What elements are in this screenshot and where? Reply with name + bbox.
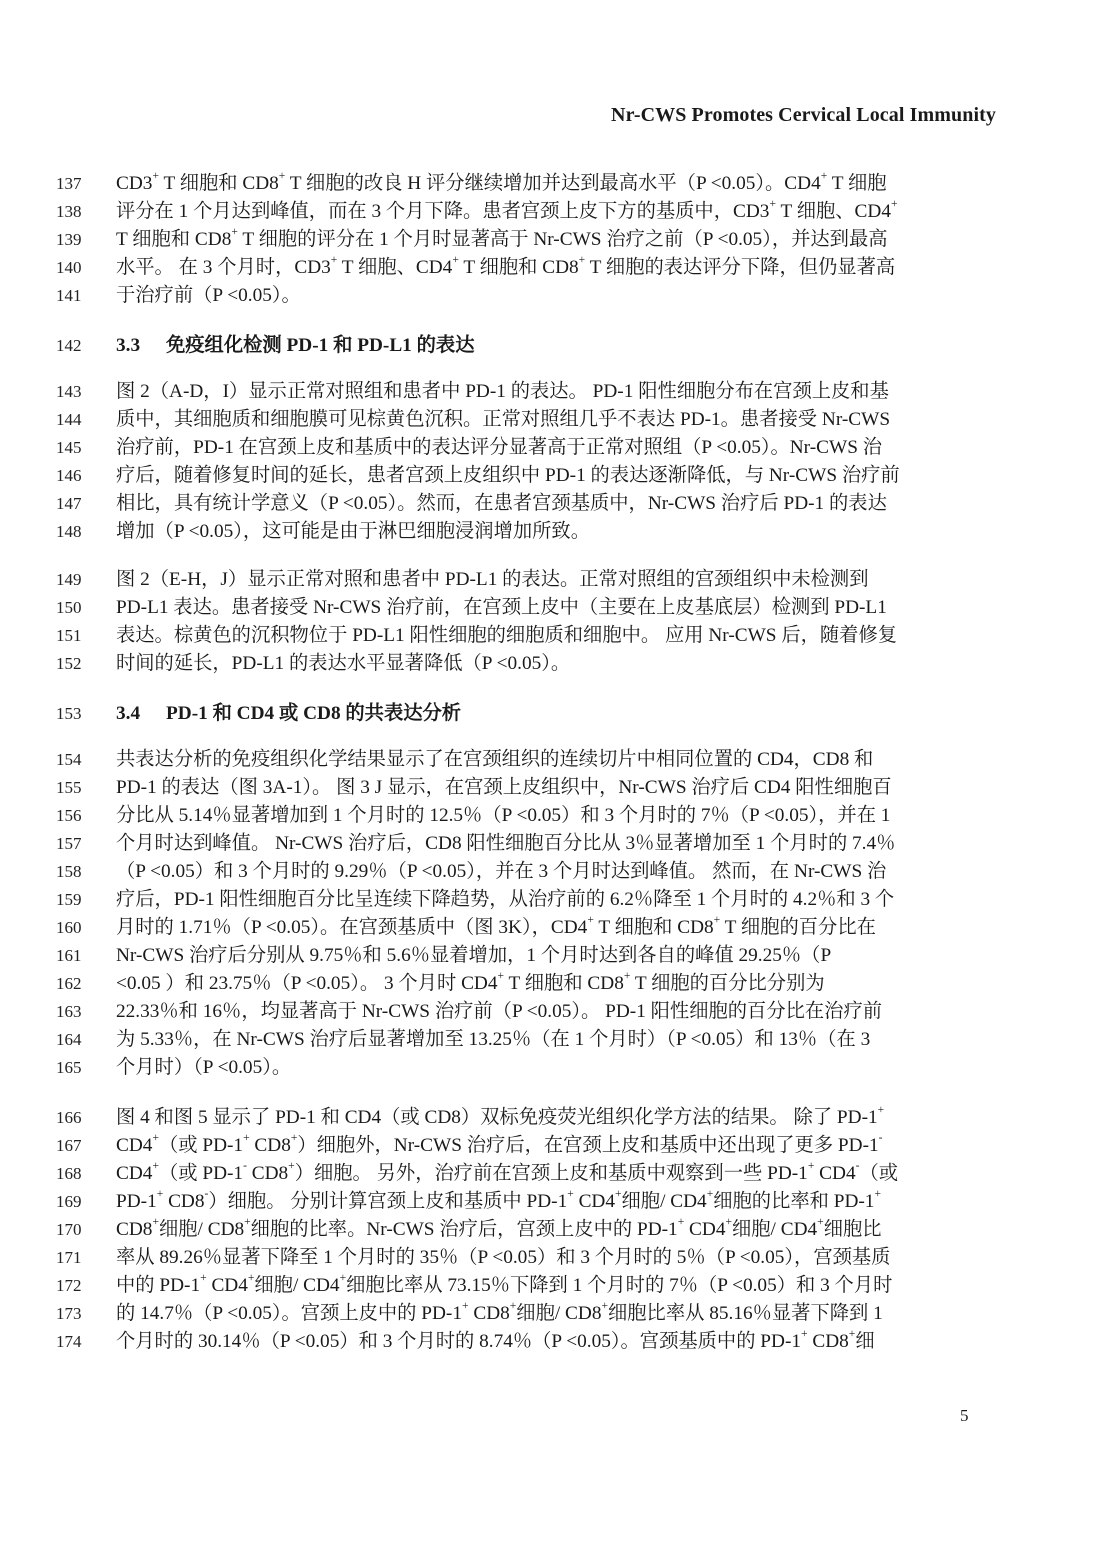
superscript: + [243,1131,250,1145]
text-segment: T 细胞和 CD8 [504,973,624,994]
line-number: 142 [56,336,82,355]
superscript: - [243,1159,247,1173]
superscript: + [288,1159,295,1173]
text-segment: ）细胞。 另外，治疗前在宫颈上皮和基质中观察到一些 PD-1 [294,1163,808,1184]
text-segment: T 细胞和 CD8 [158,173,279,194]
line-text [116,406,890,434]
line-text [116,886,894,914]
text-segment: T 细胞 [827,173,887,194]
text-segment: 细胞/ CD4 [254,1275,340,1296]
line-number: 165 [56,1058,82,1077]
line-text [116,802,890,830]
superscript: + [152,169,159,183]
superscript: + [497,969,505,983]
text-segment: 细 [855,1331,875,1352]
superscript: + [509,1299,517,1313]
line-number: 137 [56,174,82,193]
line-text [116,198,898,226]
superscript: + [278,169,286,183]
line-number: 141 [56,286,82,305]
text-segment: 增加（P <0.05），这可能是由于淋巴细胞浸润增加所致。 [116,521,590,542]
line-number: 160 [56,918,82,937]
page-number: 5 [960,1406,969,1425]
line-text [116,1300,883,1328]
line-text [116,226,888,254]
text-segment: 中的 PD-1 [116,1275,201,1296]
text-segment: PD-1 [116,1191,157,1212]
text-segment: CD4 [116,1135,153,1156]
line-number: 153 [56,704,82,723]
line-text [116,650,570,678]
text-segment: CD8 [116,1219,153,1240]
line-number: 163 [56,1002,82,1021]
text-segment: PD-1 的表达（图 3A-1）。 图 3 J 显示，在宫颈上皮组织中，Nr-CWS 治疗后 CD4 阳性细胞百 [116,777,892,798]
text-segment: T 细胞、CD4 [775,201,891,222]
superscript: + [769,197,776,211]
line-text [116,490,887,518]
line-number: 144 [56,410,82,429]
text-segment: ）细胞外，Nr-CWS 治疗后，在宫颈上皮和基质中还出现了更多 PD-1 [297,1135,879,1156]
text-segment: T 细胞和 CD8 [116,229,232,250]
text-segment: CD8 [249,1135,291,1156]
text-segment: 细胞比率从 85.16％显著下降到 1 [608,1303,883,1324]
text-segment: PD-L1 表达。患者接受 Nr-CWS 治疗前，在宫颈上皮中（主要在上皮基底层）检测到 PD-L1 [116,597,887,618]
line-number: 146 [56,466,82,485]
text-segment: 水平。 在 3 个月时，CD3 [116,257,331,278]
line-number: 168 [56,1164,82,1183]
superscript: + [587,913,594,927]
line-text [116,914,876,942]
line-number: 171 [56,1248,82,1267]
section-title: 免疫组化检测 PD-1 和 PD-L1 的表达 [166,335,475,356]
line-number: 143 [56,382,82,401]
line-number: 167 [56,1136,82,1155]
superscript: + [290,1131,298,1145]
text-segment: 细胞/ CD4 [621,1191,707,1212]
superscript: + [244,1215,251,1229]
line-number: 138 [56,202,82,221]
text-segment: T 细胞的评分在 1 个月时显著高于 Nr-CWS 治疗之前（P <0.05），并达到最高 [237,229,888,250]
superscript: + [578,253,586,267]
text-segment: 月时的 1.71％（P <0.05）。在宫颈基质中（图 3K），CD4 [116,917,588,938]
line-number: 164 [56,1030,82,1049]
text-segment: 疗后，随着修复时间的延长，患者宫颈上皮组织中 PD-1 的表达逐渐降低，与 Nr-CWS 治疗前 [116,465,900,486]
superscript: + [801,1327,808,1341]
superscript: + [890,197,898,211]
line-number: 158 [56,862,82,881]
superscript: + [339,1271,347,1285]
line-text [116,254,895,282]
line-number: 145 [56,438,82,457]
text-segment: （或 [859,1163,899,1184]
line-text [116,774,892,802]
superscript: + [820,169,828,183]
text-segment: 图 2（A-D，I）显示正常对照组和患者中 PD-1 的表达。 PD-1 阳性细胞分布在宫颈上皮和基 [116,381,889,402]
line-text [116,282,301,310]
text-segment: 时间的延长，PD-L1 的表达水平显著降低（P <0.05）。 [116,653,571,674]
line-text [116,1132,883,1160]
text-segment: 表达。棕黄色的沉积物位于 PD-L1 阳性细胞的细胞质和细胞中。 应用 Nr-CWS 后，随着修复 [116,625,898,646]
line-number: 157 [56,834,82,853]
text-segment: 图 4 和图 5 显示了 PD-1 和 CD4（或 CD8）双标免疫荧光组织化学方法的结果。 除了 PD-1 [116,1107,878,1128]
superscript: + [601,1299,608,1313]
running-title: Nr-CWS Promotes Cervical Local Immunity [611,104,996,126]
superscript: + [567,1187,574,1201]
line-number: 155 [56,778,82,797]
text-segment: 细胞的比率和 PD-1 [713,1191,875,1212]
text-segment: 图 2（E-H，J）显示正常对照和患者中 PD-L1 的表达。正常对照组的宫颈组织中未检测到 [116,569,869,590]
text-segment: 细胞/ CD8 [158,1219,245,1240]
line-text [116,942,831,970]
text-segment: 个月时）（P <0.05）。 [116,1057,292,1078]
line-text [116,998,882,1026]
section-number: 3.4 [116,703,141,724]
text-segment: 细胞比 [823,1219,882,1240]
line-text [116,594,887,622]
superscript: + [706,1187,714,1201]
text-segment: CD8 [807,1331,849,1352]
line-number: 170 [56,1220,82,1239]
superscript: + [677,1215,685,1229]
line-number: 172 [56,1276,82,1295]
superscript: + [725,1215,732,1229]
section-heading [116,332,474,360]
text-segment: T 细胞、CD4 [337,257,453,278]
line-number: 166 [56,1108,82,1127]
text-segment: CD8 [163,1191,205,1212]
text-segment: CD4 [206,1275,248,1296]
text-segment: 细胞比率从 73.15％下降到 1 个月时的 7％（P <0.05）和 3 个月时 [346,1275,893,1296]
line-text [116,1026,870,1054]
superscript: + [152,1159,159,1173]
text-segment: 于治疗前（P <0.05）。 [116,285,301,306]
text-segment: T 细胞和 CD8 [593,917,714,938]
line-number: 148 [56,522,82,541]
line-text [116,378,889,406]
text-segment: 细胞/ CD4 [732,1219,818,1240]
line-text [116,1244,890,1272]
line-text [116,1054,291,1082]
line-number: 156 [56,806,82,825]
text-segment: 疗后，PD-1 阳性细胞百分比呈连续下降趋势，从治疗前的 6.2％降至 1 个月时的 4.2％和 3 个 [116,889,895,910]
text-segment: CD4 [814,1163,856,1184]
text-segment: T 细胞的改良 H 评分继续增加并达到最高水平（P <0.05）。CD4 [285,173,821,194]
text-segment: 细胞的比率。Nr-CWS 治疗后，宫颈上皮中的 PD-1 [250,1219,678,1240]
superscript: + [461,1299,469,1313]
superscript: + [713,913,721,927]
text-segment: 细胞/ CD8 [516,1303,602,1324]
line-number: 140 [56,258,82,277]
superscript: + [152,1215,159,1229]
section-title: PD-1 和 CD4 或 CD8 的共表达分析 [166,703,462,724]
text-segment: T 细胞的百分比在 [720,917,876,938]
text-segment: Nr-CWS 治疗后分别从 9.75％和 5.6％显着增加，1 个月时达到各自的峰值 29.25％（P [116,945,832,966]
superscript: + [156,1187,164,1201]
text-segment: 的 14.7％（P <0.05）。宫颈上皮中的 PD-1 [116,1303,462,1324]
line-number: 151 [56,626,82,645]
text-segment: T 细胞和 CD8 [458,257,579,278]
line-text [116,1188,881,1216]
line-number: 174 [56,1332,82,1351]
text-segment: ）细胞。 分别计算宫颈上皮和基质中 PD-1 [208,1191,568,1212]
text-segment: 22.33％和 16％，均显著高于 Nr-CWS 治疗前（P <0.05）。 PD-1 阳性细胞的百分比在治疗前 [116,1001,883,1022]
text-segment: 质中，其细胞质和细胞膜可见棕黄色沉积。正常对照组几乎不表达 PD-1。患者接受 Nr-CWS [116,409,891,430]
superscript: + [330,253,338,267]
superscript: + [615,1187,622,1201]
text-segment: CD4 [684,1219,726,1240]
line-number: 139 [56,230,82,249]
line-text [116,1160,898,1188]
line-text [116,970,825,998]
text-segment: 共表达分析的免疫组织化学结果显示了在宫颈组织的连续切片中相同位置的 CD4，CD8 和 [116,749,874,770]
line-number: 173 [56,1304,82,1323]
superscript: + [152,1131,159,1145]
line-number: 147 [56,494,82,513]
line-number: 154 [56,750,82,769]
section-number: 3.3 [116,335,141,356]
superscript: - [855,1159,860,1173]
line-text [116,746,873,774]
line-text [116,462,900,490]
text-segment: 治疗前，PD-1 在宫颈上皮和基质中的表达评分显著高于正常对照组（P <0.05）。Nr-CWS 治 [116,437,883,458]
line-number: 150 [56,598,82,617]
text-segment: 个月时的 30.14％（P <0.05）和 3 个月时的 8.74％（P <0.05）。宫颈基质中的 PD-1 [116,1331,802,1352]
text-segment: CD8 [246,1163,289,1184]
text-segment: CD4 [573,1191,615,1212]
line-number: 152 [56,654,82,673]
line-text [116,1216,882,1244]
superscript: + [817,1215,824,1229]
text-segment: CD8 [468,1303,510,1324]
line-text [116,830,895,858]
line-text [116,622,897,650]
line-text [116,858,886,886]
text-segment: <0.05 ）和 23.75％（P <0.05）。 3 个月时 CD4 [116,973,498,994]
text-segment: T 细胞的百分比分别为 [630,973,825,994]
text-segment: T 细胞的表达评分下降，但仍显著高 [585,257,896,278]
line-number: 149 [56,570,82,589]
text-segment: 相比，具有统计学意义（P <0.05）。然而，在患者宫颈基质中，Nr-CWS 治疗后 PD-1 的表达 [116,493,887,514]
line-number: 161 [56,946,82,965]
line-number: 169 [56,1192,82,1211]
text-segment: 为 5.33％，在 Nr-CWS 治疗后显著增加至 13.25％（在 1 个月时）（P <0.05）和 13％（在 3 [116,1029,871,1050]
line-text [116,1328,875,1356]
line-text [116,170,887,198]
superscript: + [848,1327,856,1341]
text-segment: （或 PD-1 [158,1163,244,1184]
line-text [116,1272,892,1300]
text-segment: 率从 89.26％显著下降至 1 个月时的 35％（P <0.05）和 3 个月时的 5％（P <0.05），宫颈基质 [116,1247,891,1268]
superscript: + [807,1159,815,1173]
superscript: + [231,225,238,239]
line-text [116,566,869,594]
line-number: 159 [56,890,82,909]
text-segment: CD3 [116,173,153,194]
superscript: + [452,253,459,267]
text-segment: 个月时达到峰值。 Nr-CWS 治疗后，CD8 阳性细胞百分比从 3％显著增加至 1 个月时的 7.4％ [116,833,896,854]
text-segment: （P <0.05）和 3 个月时的 9.29％（P <0.05），并在 3 个月时达到峰值。 然而，在 Nr-CWS 治 [116,861,887,882]
superscript: + [874,1187,881,1201]
text-segment: CD4 [116,1163,153,1184]
text-segment: 分比从 5.14％显著增加到 1 个月时的 12.5％（P <0.05）和 3 个月时的 7％（P <0.05），并在 1 [116,805,891,826]
line-number: 162 [56,974,82,993]
section-heading [116,700,461,728]
superscript: - [878,1131,883,1145]
line-text [116,1104,884,1132]
superscript: + [247,1271,255,1285]
text-segment: （或 PD-1 [158,1135,244,1156]
line-text [116,434,882,462]
line-text [116,518,590,546]
superscript: + [623,969,631,983]
superscript: + [877,1103,885,1117]
superscript: + [200,1271,207,1285]
superscript: - [204,1187,209,1201]
text-segment: 评分在 1 个月达到峰值，而在 3 个月下降。患者宫颈上皮下方的基质中，CD3 [116,201,770,222]
